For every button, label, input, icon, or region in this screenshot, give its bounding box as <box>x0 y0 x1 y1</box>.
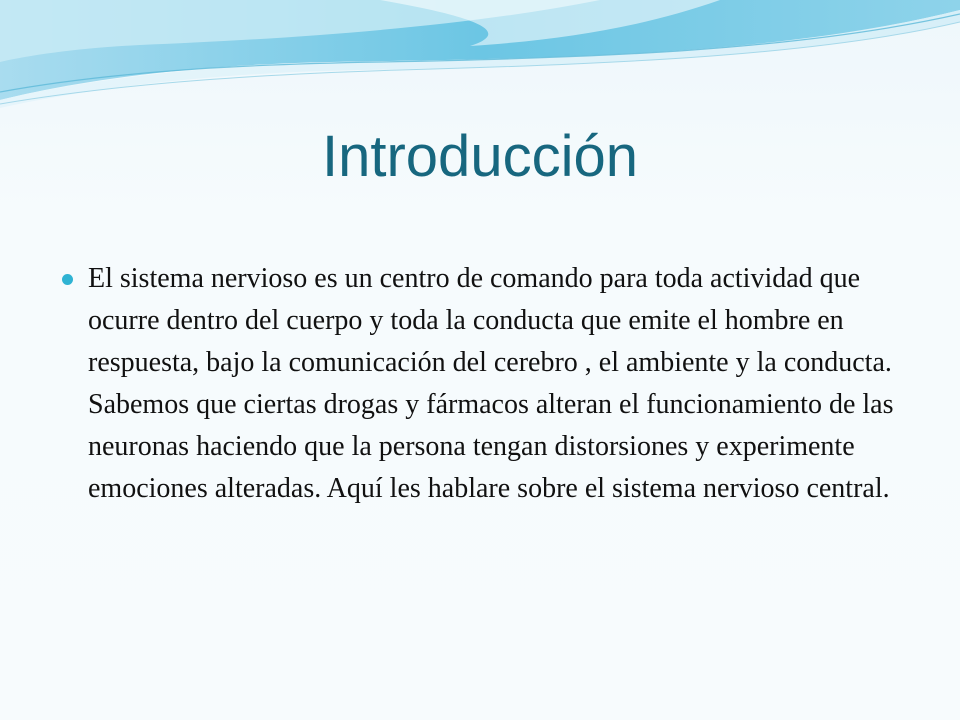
slide-content <box>62 258 922 510</box>
bullet-text: El sistema nervioso es un centro de comando para toda actividad que ocurre dentro del cuerpo y toda la conducta que emite el hombre en respuesta, bajo la comunicación del cerebro , el ambiente y la conducta. Sabemos que ciertas drogas y fármacos alteran el funcionamiento de las neuronas haciendo que la persona tengan distorsiones y experimente emociones alteradas. Aquí les hablare sobre el sistema nervioso central. <box>88 263 894 504</box>
bullet-item <box>62 258 922 510</box>
bullet-dot-icon <box>62 274 73 285</box>
decorative-wave-header <box>0 0 960 120</box>
slide-title: Introducción <box>322 124 638 189</box>
